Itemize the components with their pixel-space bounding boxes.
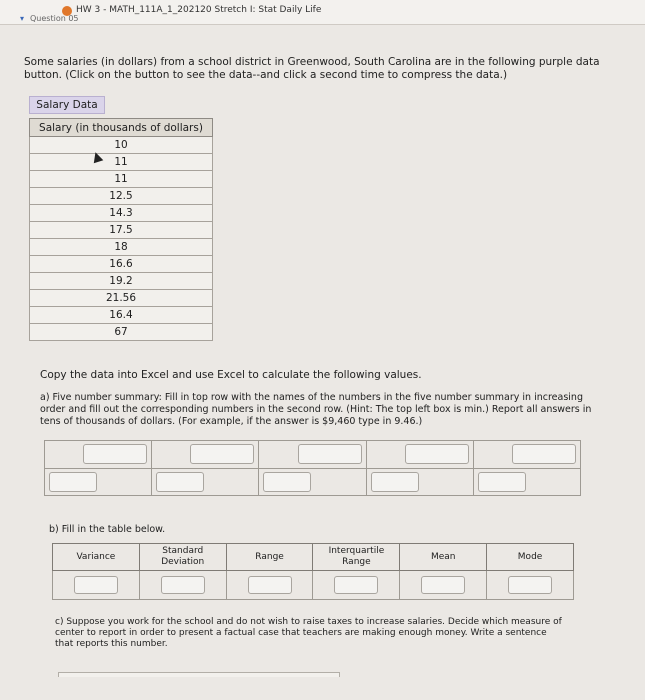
part-b-prompt: b) Fill in the table below. [49, 524, 166, 535]
salary-value: 17.5 [30, 222, 213, 239]
range-input[interactable] [248, 576, 292, 594]
summary-name-input-3[interactable] [298, 444, 362, 464]
salary-table-header: Salary (in thousands of dollars) [30, 119, 213, 137]
salary-value: 10 [30, 137, 213, 154]
summary-name-input-4[interactable] [405, 444, 469, 464]
summary-value-input-3[interactable] [263, 472, 311, 492]
header-interquartile-range: Interquartile Range [313, 544, 400, 571]
part-c-answer-input[interactable] [58, 672, 340, 677]
mode-input[interactable] [508, 576, 552, 594]
header-variance: Variance [53, 544, 140, 571]
part-a-prompt: a) Five number summary: Fill in top row with the names of the numbers in the five number summary in increasing order and fill out the corresponding numbers in the second row. (Hint: The top left box is min.) Report all answers in tens of thousands of dollars. (For example, if the answer is $9,460 type in 9.46.) [40, 392, 592, 427]
header-mode: Mode [487, 544, 574, 571]
salary-value: 67 [30, 324, 213, 341]
summary-value-input-4[interactable] [371, 472, 419, 492]
header-standard-deviation: Standard Deviation [139, 544, 226, 571]
mean-input[interactable] [421, 576, 465, 594]
chevron-down-icon[interactable]: ▾ [20, 14, 25, 23]
salary-value: 14.3 [30, 205, 213, 222]
copy-instruction: Copy the data into Excel and use Excel to calculate the following values. [40, 369, 422, 381]
variance-input[interactable] [74, 576, 118, 594]
header-mean: Mean [400, 544, 487, 571]
standard-deviation-input[interactable] [161, 576, 205, 594]
salary-value: 18 [30, 239, 213, 256]
summary-value-input-1[interactable] [49, 472, 97, 492]
summary-value-input-2[interactable] [156, 472, 204, 492]
summary-name-input-2[interactable] [190, 444, 254, 464]
salary-value: 16.4 [30, 307, 213, 324]
salary-value: 21.56 [30, 290, 213, 307]
summary-name-input-1[interactable] [83, 444, 147, 464]
salary-value: 11 [30, 154, 213, 171]
salary-value: 11 [30, 171, 213, 188]
salary-value: 12.5 [30, 188, 213, 205]
header-range: Range [226, 544, 313, 571]
statistics-table [52, 543, 574, 600]
question-label: Question 05 [30, 14, 79, 23]
salary-data-table [29, 118, 213, 341]
salary-data-button[interactable]: Salary Data [29, 96, 105, 114]
salary-value: 19.2 [30, 273, 213, 290]
five-number-summary-table [44, 440, 581, 496]
salary-value: 16.6 [30, 256, 213, 273]
summary-name-input-5[interactable] [512, 444, 576, 464]
summary-value-input-5[interactable] [478, 472, 526, 492]
part-c-prompt: c) Suppose you work for the school and do not wish to raise taxes to increase salaries. Decide which measure of center to report in order to present a factual case that teachers are making enough money. Write a sentence that reports this number. [55, 617, 562, 649]
browser-header [0, 0, 645, 24]
header-divider [0, 24, 645, 25]
intro-text: Some salaries (in dollars) from a school district in Greenwood, South Carolina are in the following purple data button. (Click on the button to see the data--and click a second time to compress the data.) [24, 56, 600, 81]
assignment-title: HW 3 - MATH_111A_1_202120 Stretch I: Stat Daily Life [76, 5, 322, 15]
interquartile-range-input[interactable] [334, 576, 378, 594]
